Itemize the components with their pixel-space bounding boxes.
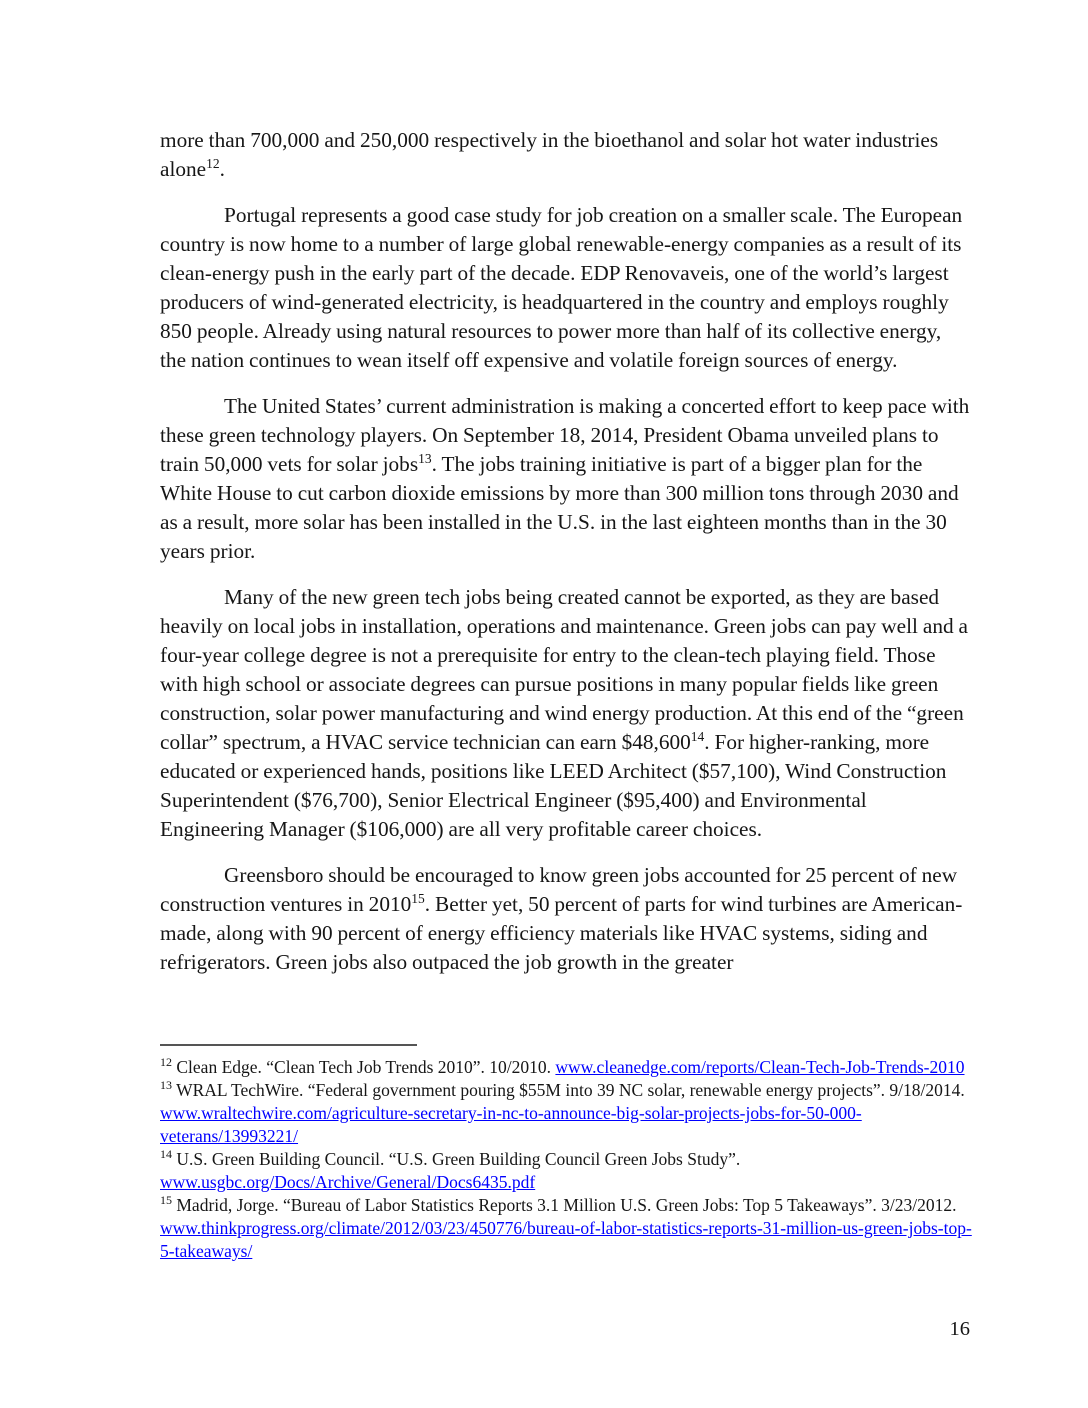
text-run: Greensboro should be encouraged to know green jobs accounted for 25 percent of new construction ventures in 2010 — [160, 863, 958, 916]
text-run: WRAL TechWire. “Federal government pouring $55M into 39 NC solar, renewable energy projects”. 9/18/2014. — [176, 1080, 965, 1100]
footnote-ref: 14 — [690, 728, 705, 744]
text-run: Madrid, Jorge. “Bureau of Labor Statistics Reports 3.1 Million U.S. Green Jobs: Top 5 Takeaways”. 3/23/2012. — [176, 1195, 957, 1215]
paragraph — [160, 861, 972, 977]
footnote-area — [160, 1036, 972, 1263]
text-run: Portugal represents a good case study for job creation on a smaller scale. The European country is now home to a number of large global renewable-energy companies as a result of its clean-energy push in the early part of the decade. EDP Renovaveis, one of the world’s largest producers of wind-generated electricity, is headquartered in the country and employs roughly 850 people. Already using natural resources to power more than half of its collective energy, the nation continues to wean itself off expensive and volatile foreign sources of energy. — [160, 203, 963, 372]
footnotes-list — [160, 1056, 972, 1263]
footnote-ref: 12 — [206, 155, 220, 171]
footnote-link[interactable]: www.cleanedge.com/reports/Clean-Tech-Job-Trends-2010 — [555, 1057, 965, 1077]
footnote-separator — [160, 1044, 417, 1046]
text-run: . Better yet, 50 percent of parts for wind turbines are American-made, along with 90 percent of energy efficiency materials like HVAC systems, siding and refrigerators. Green jobs also outpaced the job growth in the greater — [160, 892, 963, 974]
footnote-number: 13 — [160, 1078, 172, 1093]
paragraph — [160, 201, 972, 375]
footnote-link[interactable]: www.thinkprogress.org/climate/2012/03/23/450776/bureau-of-labor-statistics-reports-31-million-us-green-jobs-top-5-takeaways/ — [160, 1218, 972, 1261]
paragraph — [160, 126, 972, 184]
text-run: more than 700,000 and 250,000 respectively in the bioethanol and solar hot water industries alone — [160, 128, 939, 181]
footnote-link[interactable]: www.wraltechwire.com/agriculture-secretary-in-nc-to-announce-big-solar-projects-jobs-for-50-000-veterans/13993221/ — [160, 1103, 862, 1146]
text-run: . For higher-ranking, more educated or experienced hands, positions like LEED Architect ($57,100), Wind Construction Superintendent ($76,700), Senior Electrical Engineer ($95,400) and Environmental Engineering Manager ($106,000) are all very profitable career choices. — [160, 730, 947, 841]
footnote-ref: 13 — [418, 450, 432, 466]
footnote-ref: 15 — [411, 890, 425, 906]
text-run: The United States’ current administration is making a concerted effort to keep pace with these green technology players. On September 18, 2014, President Obama unveiled plans to train 50,000 vets for solar jobs — [160, 394, 970, 476]
footnote-number: 12 — [160, 1055, 172, 1070]
footnote — [160, 1056, 972, 1079]
text-run: . The jobs training initiative is part of a bigger plan for the White House to cut carbon dioxide emissions by more than 300 million tons through 2030 and as a result, more solar has been installed in the U.S. in the last eighteen months than in the 30 years prior. — [160, 452, 959, 563]
footnote-number: 14 — [160, 1147, 172, 1162]
footnote — [160, 1194, 972, 1263]
text-run: U.S. Green Building Council. “U.S. Green Building Council Green Jobs Study”. — [176, 1149, 741, 1169]
body-text — [160, 126, 972, 994]
text-run: Clean Edge. “Clean Tech Job Trends 2010”. 10/2010. — [176, 1057, 556, 1077]
footnote — [160, 1079, 972, 1148]
text-run: Many of the new green tech jobs being created cannot be exported, as they are based heavily on local jobs in installation, operations and maintenance. Green jobs can pay well and a four-year college degree is not a prerequisite for entry to the clean-tech playing field. Those with high school or associate degrees can pursue positions in many popular fields like green construction, solar power manufacturing and wind energy production. At this end of the “green collar” spectrum, a HVAC service technician can earn $48,600 — [160, 585, 968, 754]
footnote-number: 15 — [160, 1193, 172, 1208]
paragraph — [160, 392, 972, 566]
paragraph — [160, 583, 972, 844]
footnote — [160, 1148, 972, 1194]
page-number: 16 — [949, 1318, 970, 1340]
text-run: . — [219, 157, 225, 181]
footnote-link[interactable]: www.usgbc.org/Docs/Archive/General/Docs6435.pdf — [160, 1172, 536, 1192]
